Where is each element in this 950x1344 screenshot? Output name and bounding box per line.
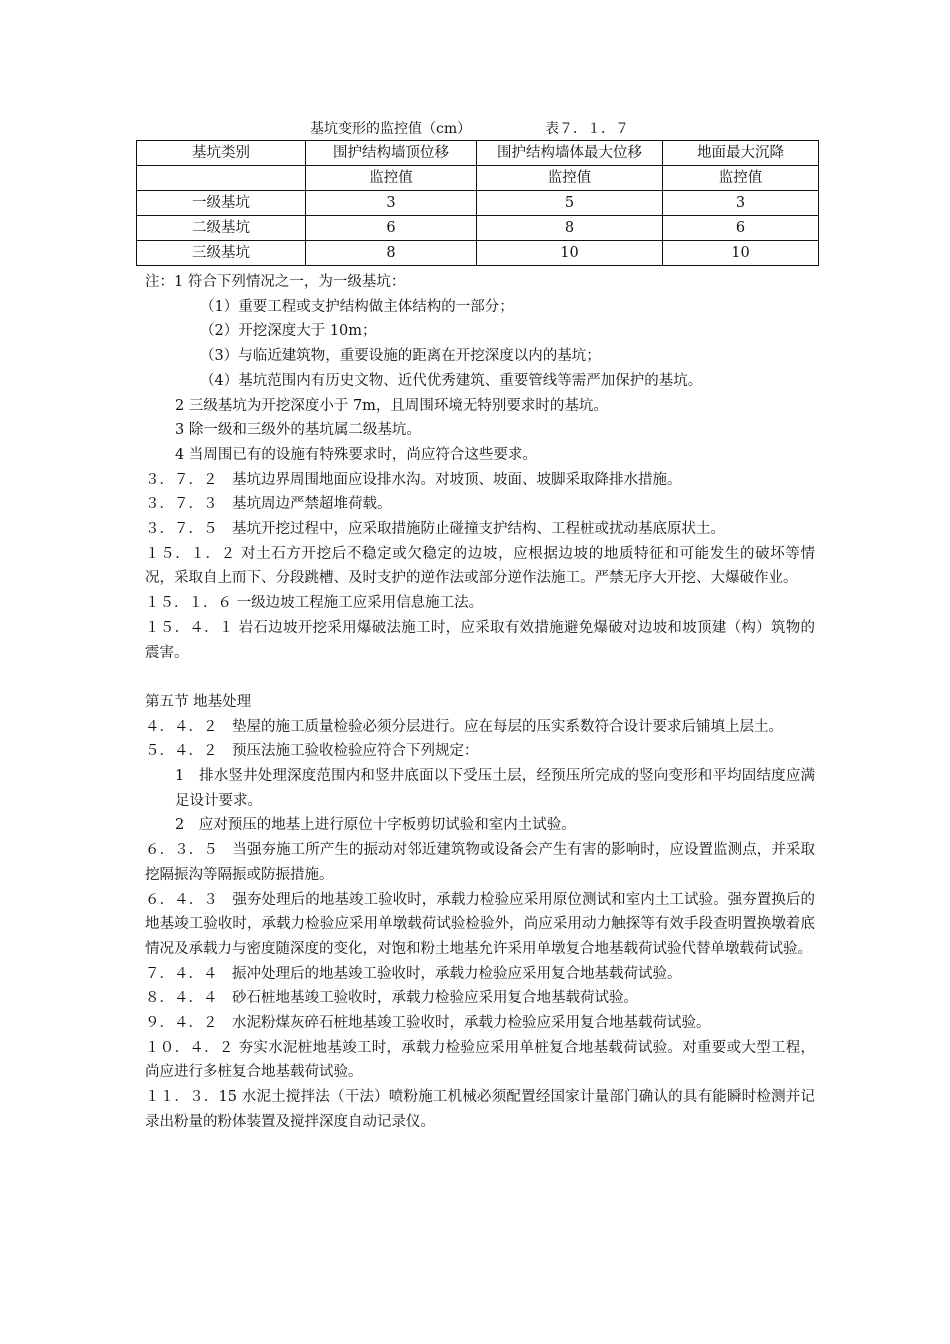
header-cell <box>137 166 306 191</box>
table-cell: 一级基坑 <box>137 191 306 216</box>
table-row <box>137 241 819 266</box>
table-header-row <box>137 141 819 166</box>
clause-9-4-2: ９．４．２ 水泥粉煤灰碎石桩地基竣工验收时，承载力检验应采用复合地基载荷试验。 <box>145 1015 711 1032</box>
monitoring-table <box>136 140 819 266</box>
clause-6-3-5: ６．３．５ 当强夯施工所产生的振动对邻近建筑物或设备会产生有害的影响时，应设置监测点，并采取挖隔振沟等隔振或防振措施。 <box>145 842 815 883</box>
clause-15-1-2: １５．１．２ 对土石方开挖后不稳定或欠稳定的边坡，应根据边坡的地质特征和可能发生的破坏等情况，采取自上而下、分段跳槽、及时支护的逆作法或部分逆作法施工。严禁无序大开挖、大爆破作业。 <box>145 545 815 587</box>
spacer <box>145 665 815 690</box>
table-caption <box>310 118 629 138</box>
clause-8-4-4: ８．４．４ 砂石桩地基竣工验收时，承载力检验应采用复合地基载荷试验。 <box>145 990 638 1007</box>
clause-7-4-4: ７．４．４ 振冲处理后的地基竣工验收时，承载力检验应采用复合地基载荷试验。 <box>145 965 682 982</box>
table-cell: 8 <box>477 216 663 241</box>
clause-3-7-5: ３．７．５ 基坑开挖过程中，应采取措施防止碰撞支护结构、工程桩或扰动基底原状土。 <box>145 521 725 538</box>
clause-15-4-1: １５．４．１ 岩石边坡开挖采用爆破法施工时，应采取有效措施避免爆破对边坡和坡顶建（构）筑物的震害。 <box>145 619 815 661</box>
table-cell: 8 <box>306 241 477 266</box>
table-cell: 3 <box>663 191 819 216</box>
table-cell: 5 <box>477 191 663 216</box>
header-cell: 围护结构墙体最大位移 <box>477 141 663 166</box>
header-cell: 基坑类别 <box>137 141 306 166</box>
clause-4-4-2: ４．４．２ 垫屋的施工质量检验必须分层进行。应在每层的压实系数符合设计要求后铺填上层土。 <box>145 718 783 735</box>
table-cell: 二级基坑 <box>137 216 306 241</box>
clause-3-7-3: ３．７．３ 基坑周边严禁超堆荷载。 <box>145 496 392 513</box>
note-3: 3 除一级和三级外的基坑属二级基坑。 <box>175 422 421 439</box>
header-cell: 监控值 <box>306 166 477 191</box>
note-1: 注：1 符合下列情况之一，为一级基坑： <box>145 274 406 290</box>
header-cell: 围护结构墙顶位移 <box>306 141 477 166</box>
note-1-item: （4）基坑范围内有历史文物、近代优秀建筑、重要管线等需严加保护的基坑。 <box>200 372 703 389</box>
clause-11-3-15: １１．３．15 水泥土搅拌法（干法）喷粉施工机械必须配置经国家计量部门确认的具有能瞬时检测并记录出粉量的粉体装置及搅拌深度自动记录仪。 <box>145 1089 815 1130</box>
table-cell: 10 <box>663 241 819 266</box>
clause-6-4-3: ６．４．３ 强夯处理后的地基竣工验收时，承载力检验应采用原位测试和室内土工试验。强夯置换后的地基竣工验收时，承载力检验应采用单墩载荷试验检验外，尚应采用动力触探等有效手段查明置换墩着底情况及承载力与密度随深度的变化，对饱和粉土地基允许采用单墩复合地基载荷试验代替单墩载荷试验。 <box>145 891 815 957</box>
document-body <box>145 270 815 1135</box>
clause-3-7-2: ３．７．２ 基坑边界周围地面应设排水沟。对坡顶、坡面、坡脚采取降排水措施。 <box>145 471 682 488</box>
clause-15-1-6: １５．１．６ 一级边坡工程施工应采用信息施工法。 <box>145 595 484 612</box>
table-cell: 3 <box>306 191 477 216</box>
table-row <box>137 216 819 241</box>
table-number: 表７．１．７ <box>545 121 629 137</box>
note-4: 4 当周围已有的设施有特殊要求时，尚应符合这些要求。 <box>175 446 537 463</box>
table-subheader-row <box>137 166 819 191</box>
table-cell: 6 <box>663 216 819 241</box>
table-cell: 6 <box>306 216 477 241</box>
note-1-item: （1）重要工程或支护结构做主体结构的一部分； <box>200 298 514 315</box>
header-cell: 监控值 <box>663 166 819 191</box>
note-1-item: （3）与临近建筑物，重要设施的距离在开挖深度以内的基坑； <box>200 348 601 365</box>
note-1-item: （2）开挖深度大于 10m； <box>200 323 377 340</box>
clause-10-4-2: １０．４．２ 夯实水泥桩地基竣工时，承载力检验应采用单桩复合地基载荷试验。对重要或大型工程，尚应进行多桩复合地基载荷试验。 <box>145 1039 815 1081</box>
header-cell: 地面最大沉降 <box>663 141 819 166</box>
table-title: 基坑变形的监控值（cm） <box>310 121 472 137</box>
table-row <box>137 191 819 216</box>
clause-5-4-2-item: 1 排水竖井处理深度范围内和竖井底面以下受压土层，经预压所完成的竖向变形和平均固结度应满足设计要求。 <box>175 768 815 809</box>
section-title: 第五节 地基处理 <box>145 693 252 710</box>
header-cell: 监控值 <box>477 166 663 191</box>
note-2: 2 三级基坑为开挖深度小于 7m，且周围环境无特别要求时的基坑。 <box>175 397 608 414</box>
table-cell: 10 <box>477 241 663 266</box>
table-cell: 三级基坑 <box>137 241 306 266</box>
clause-5-4-2-item: 2 应对预压的地基上进行原位十字板剪切试验和室内土试验。 <box>175 817 576 834</box>
clause-5-4-2: ５．４．２ 预压法施工验收检验应符合下列规定： <box>145 743 479 760</box>
